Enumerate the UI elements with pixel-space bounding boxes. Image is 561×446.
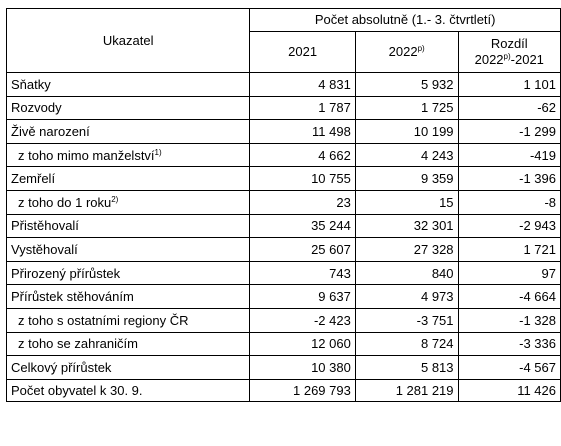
value-2021-cell: -2 423 bbox=[250, 308, 356, 332]
year-2021-header: 2021 bbox=[250, 32, 356, 73]
value-2022-cell: 5 813 bbox=[355, 356, 458, 380]
difference-cell: 1 721 bbox=[458, 238, 560, 262]
row-label: Přirozený přírůstek bbox=[11, 265, 121, 281]
table-row bbox=[7, 261, 561, 285]
value-2022-cell: 15 bbox=[355, 190, 458, 214]
value-2022-cell: -3 751 bbox=[355, 308, 458, 332]
row-label: Zemřelí bbox=[11, 171, 56, 187]
population-table bbox=[6, 8, 561, 402]
difference-sup: p) bbox=[503, 52, 511, 61]
difference-cell: -3 336 bbox=[458, 332, 560, 356]
row-label-cell bbox=[7, 214, 250, 238]
value-2022-cell: 27 328 bbox=[355, 238, 458, 262]
difference-year-a: 2022 bbox=[474, 52, 504, 67]
row-label-cell bbox=[7, 379, 250, 401]
value-2021-cell: 10 380 bbox=[250, 356, 356, 380]
difference-cell: 97 bbox=[458, 261, 560, 285]
table-row bbox=[7, 96, 561, 120]
indicator-header: Ukazatel bbox=[7, 9, 250, 73]
row-label-cell bbox=[7, 356, 250, 380]
difference-cell: -419 bbox=[458, 143, 560, 167]
value-2022-cell: 10 199 bbox=[355, 120, 458, 144]
value-2022-cell: 4 973 bbox=[355, 285, 458, 309]
value-2022-cell: 1 281 219 bbox=[355, 379, 458, 401]
value-2021-cell: 4 662 bbox=[250, 143, 356, 167]
table-row bbox=[7, 356, 561, 380]
row-label: Celkový přírůstek bbox=[11, 359, 112, 375]
value-2021-cell: 10 755 bbox=[250, 167, 356, 191]
row-label: z toho se zahraničím bbox=[18, 336, 138, 352]
row-label-cell bbox=[7, 190, 250, 214]
difference-cell: -62 bbox=[458, 96, 560, 120]
difference-cell: -4 567 bbox=[458, 356, 560, 380]
difference-header bbox=[458, 32, 560, 73]
year-2022-label: 2022 bbox=[388, 44, 418, 59]
row-label-cell bbox=[7, 238, 250, 262]
table-row bbox=[7, 308, 561, 332]
value-2022-cell: 8 724 bbox=[355, 332, 458, 356]
row-label-cell bbox=[7, 96, 250, 120]
value-2022-cell: 5 932 bbox=[355, 73, 458, 97]
row-label-cell bbox=[7, 143, 250, 167]
difference-line1: Rozdíl bbox=[490, 36, 528, 51]
row-label: z toho mimo manželství bbox=[18, 147, 155, 163]
difference-cell: -1 396 bbox=[458, 167, 560, 191]
table-row bbox=[7, 190, 561, 214]
table-row bbox=[7, 379, 561, 401]
row-label: Sňatky bbox=[11, 76, 51, 92]
row-label-cell bbox=[7, 261, 250, 285]
value-2021-cell: 11 498 bbox=[250, 120, 356, 144]
row-label-cell bbox=[7, 73, 250, 97]
value-2022-cell: 1 725 bbox=[355, 96, 458, 120]
row-label: Počet obyvatel k 30. 9. bbox=[11, 382, 143, 398]
value-2021-cell: 9 637 bbox=[250, 285, 356, 309]
difference-cell: 1 101 bbox=[458, 73, 560, 97]
row-label: Živě narození bbox=[11, 123, 90, 139]
difference-cell: -1 328 bbox=[458, 308, 560, 332]
table-header bbox=[7, 9, 561, 73]
table-row bbox=[7, 214, 561, 238]
table-row bbox=[7, 332, 561, 356]
value-2021-cell: 25 607 bbox=[250, 238, 356, 262]
row-label-cell bbox=[7, 285, 250, 309]
value-2022-cell: 840 bbox=[355, 261, 458, 285]
table-row bbox=[7, 238, 561, 262]
difference-cell: -4 664 bbox=[458, 285, 560, 309]
value-2022-cell: 9 359 bbox=[355, 167, 458, 191]
row-label: Přistěhovalí bbox=[11, 218, 79, 234]
value-2021-cell: 4 831 bbox=[250, 73, 356, 97]
row-label: Vystěhovalí bbox=[11, 241, 78, 257]
row-label-cell bbox=[7, 167, 250, 191]
year-2022-header bbox=[355, 32, 458, 73]
table-row bbox=[7, 167, 561, 191]
group-header: Počet absolutně (1.- 3. čtvrtletí) bbox=[250, 9, 561, 32]
difference-cell: -8 bbox=[458, 190, 560, 214]
difference-year-b: -2021 bbox=[510, 52, 544, 67]
value-2022-cell: 32 301 bbox=[355, 214, 458, 238]
value-2021-cell: 743 bbox=[250, 261, 356, 285]
year-2022-sup: p) bbox=[417, 44, 425, 53]
row-label: z toho s ostatními regiony ČR bbox=[18, 312, 189, 328]
value-2021-cell: 1 269 793 bbox=[250, 379, 356, 401]
difference-cell: -2 943 bbox=[458, 214, 560, 238]
value-2021-cell: 35 244 bbox=[250, 214, 356, 238]
row-label-cell bbox=[7, 308, 250, 332]
row-label-footnote: 2) bbox=[111, 194, 119, 204]
value-2021-cell: 12 060 bbox=[250, 332, 356, 356]
table-body bbox=[7, 73, 561, 402]
row-label-footnote: 1) bbox=[154, 147, 162, 157]
table-row bbox=[7, 285, 561, 309]
table-row bbox=[7, 120, 561, 144]
difference-cell: 11 426 bbox=[458, 379, 560, 401]
row-label: Rozvody bbox=[11, 100, 62, 116]
row-label-cell bbox=[7, 332, 250, 356]
row-label: z toho do 1 roku bbox=[18, 194, 112, 210]
row-label: Přírůstek stěhováním bbox=[11, 289, 134, 305]
table-row bbox=[7, 143, 561, 167]
row-label-cell bbox=[7, 120, 250, 144]
difference-cell: -1 299 bbox=[458, 120, 560, 144]
table-row bbox=[7, 73, 561, 97]
value-2021-cell: 23 bbox=[250, 190, 356, 214]
value-2021-cell: 1 787 bbox=[250, 96, 356, 120]
value-2022-cell: 4 243 bbox=[355, 143, 458, 167]
